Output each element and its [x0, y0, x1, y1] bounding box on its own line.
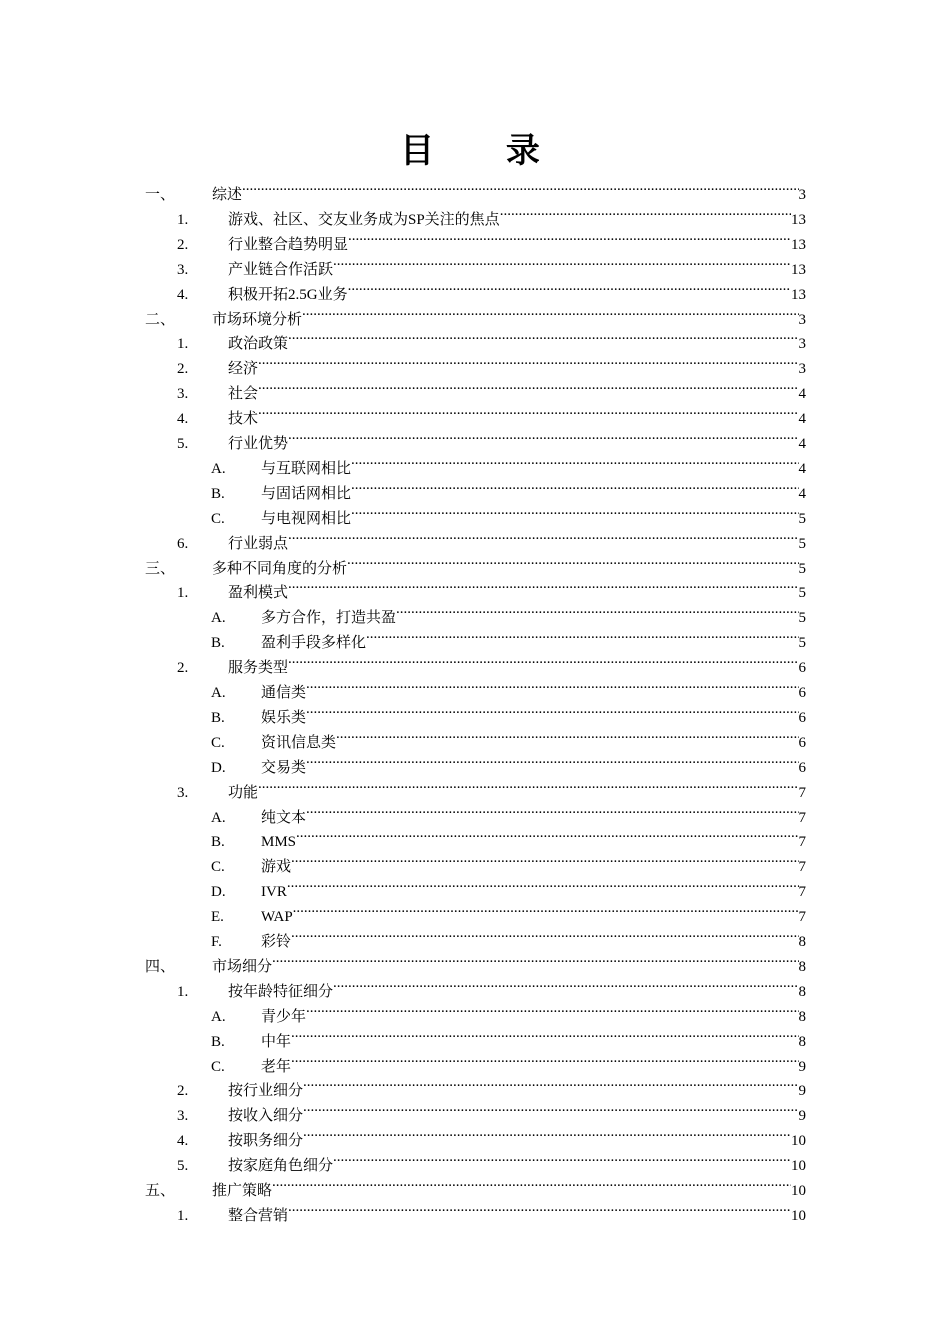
toc-entry-page-number: 10	[791, 1183, 806, 1199]
toc-entry-title: 老年	[261, 1058, 292, 1075]
toc-entry-title: 服务类型	[228, 660, 289, 677]
toc-entry-number: A.	[211, 460, 226, 477]
dot-leader	[258, 772, 798, 797]
toc-entry-page-number: 8	[798, 934, 806, 950]
toc-entry-number: 2.	[177, 361, 189, 378]
toc-entry-page-number: 4	[798, 386, 806, 403]
toc-entry-title: 行业整合趋势明显	[228, 236, 349, 253]
toc-entry-number: C.	[211, 859, 225, 876]
toc-entry-title: 纯文本	[261, 809, 307, 826]
dot-leader	[396, 597, 798, 622]
dot-leader	[272, 1170, 791, 1195]
dot-leader	[306, 747, 798, 772]
toc-entry-level-2[interactable]	[177, 224, 806, 253]
toc-entry-title: 经济	[228, 361, 259, 378]
toc-entry-level-2[interactable]	[177, 971, 806, 1000]
toc-entry-number: 四、	[145, 958, 176, 975]
toc-entry-title: 通信类	[261, 685, 307, 701]
toc-entry-level-3[interactable]	[211, 1046, 806, 1075]
toc-entry-title: 娱乐类	[261, 709, 307, 726]
dot-leader	[333, 971, 798, 996]
toc-entry-title: 技术	[228, 411, 259, 428]
dot-leader	[336, 722, 798, 747]
toc-entry-page-number: 3	[798, 187, 806, 203]
toc-entry-level-3[interactable]	[211, 747, 806, 776]
toc-entry-page-number: 7	[798, 909, 806, 926]
toc-entry-number: 一、	[145, 187, 176, 203]
dot-leader	[306, 797, 798, 822]
dot-leader	[500, 199, 791, 224]
toc-entry-title: 中年	[261, 1033, 292, 1050]
toc-entry-page-number: 6	[798, 734, 806, 751]
page-title: 目 录	[400, 131, 570, 171]
toc-entry-page-number: 13	[791, 261, 806, 278]
toc-entry-number: C.	[211, 734, 225, 751]
toc-entry-number: 1.	[177, 1207, 189, 1224]
toc-entry-title: 资讯信息类	[261, 734, 337, 751]
toc-entry-number: 五、	[145, 1183, 176, 1199]
toc-entry-number: 二、	[145, 311, 176, 328]
toc-entry-title: 市场环境分析	[212, 311, 303, 328]
toc-entry-level-3[interactable]	[211, 921, 806, 950]
toc-entry-title: 青少年	[261, 1008, 307, 1025]
toc-entry-level-3[interactable]	[211, 846, 806, 876]
toc-entry-level-3[interactable]	[211, 996, 806, 1025]
toc-entry-level-2[interactable]	[177, 1070, 806, 1100]
dot-leader	[288, 647, 798, 672]
toc-entry-page-number: 4	[798, 460, 806, 477]
toc-entry-title: 多方合作，打造共盈	[261, 610, 397, 627]
dot-leader	[293, 896, 799, 921]
toc-entry-level-2[interactable]	[177, 1120, 806, 1150]
toc-entry-title: 推广策略	[212, 1183, 273, 1199]
toc-entry-title: 与电视网相比	[261, 510, 352, 527]
toc-entry-page-number: 6	[798, 660, 806, 677]
toc-entry-level-3[interactable]	[211, 697, 806, 726]
toc-entry-level-3[interactable]	[211, 797, 806, 826]
toc-entry-level-2[interactable]	[177, 274, 806, 303]
toc-entry-page-number: 13	[791, 286, 806, 303]
dot-leader	[333, 249, 791, 274]
toc-entry-number: 1.	[177, 211, 189, 228]
toc-entry-title: IVR	[261, 884, 287, 901]
toc-entry-level-1[interactable]	[145, 946, 806, 975]
toc-entry-number: 1.	[177, 336, 189, 353]
toc-entry-level-3[interactable]	[211, 871, 806, 901]
toc-entry-number: E.	[211, 909, 224, 926]
dot-leader	[287, 871, 799, 896]
toc-entry-number: B.	[211, 635, 225, 652]
toc-entry-page-number: 6	[798, 709, 806, 726]
toc-entry-title: 积极开拓2.5G业务	[228, 286, 348, 303]
dot-leader	[291, 1021, 798, 1046]
toc-entry-page-number: 7	[798, 809, 806, 826]
toc-entry-level-1[interactable]	[145, 174, 806, 203]
toc-entry-title: 盈利模式	[228, 585, 289, 602]
toc-entry-number: 1.	[177, 983, 189, 1000]
toc-entry-number: A.	[211, 809, 226, 826]
dot-leader	[333, 1145, 791, 1170]
toc-entry-page-number: 4	[798, 485, 806, 502]
toc-entry-page-number: 7	[798, 834, 806, 851]
toc-entry-title: 彩铃	[261, 934, 292, 950]
dot-leader	[347, 548, 798, 573]
toc-entry-number: 3.	[177, 386, 189, 403]
dot-leader	[348, 224, 791, 249]
toc-entry-number: 5.	[177, 1158, 189, 1175]
toc-entry-level-3[interactable]	[211, 498, 806, 527]
toc-entry-level-2[interactable]	[177, 249, 806, 278]
dot-leader	[291, 921, 798, 946]
toc-entry-level-3[interactable]	[211, 672, 806, 701]
toc-entry-page-number: 9	[798, 1083, 806, 1100]
toc-entry-page-number: 6	[798, 759, 806, 776]
toc-entry-level-2[interactable]	[177, 523, 806, 552]
toc-entry-level-2[interactable]	[177, 1195, 806, 1224]
dot-leader	[288, 572, 798, 597]
toc-entry-page-number: 4	[798, 436, 806, 452]
toc-entry-level-3[interactable]	[211, 722, 806, 751]
toc-entry-title: 市场细分	[212, 958, 273, 975]
toc-entry-number: 1.	[177, 585, 189, 602]
toc-entry-number: F.	[211, 934, 222, 950]
toc-entry-page-number: 5	[798, 585, 806, 602]
toc-entry-title: 游戏、社区、交友业务成为SP关注的焦点	[228, 211, 500, 228]
toc-entry-title: 整合营销	[228, 1207, 289, 1224]
toc-entry-title: WAP	[261, 909, 293, 926]
dot-leader	[351, 448, 798, 473]
toc-entry-page-number: 10	[791, 1133, 806, 1150]
dot-leader	[366, 622, 798, 647]
toc-entry-page-number: 9	[798, 1058, 806, 1075]
toc-entry-title: 游戏	[261, 859, 292, 876]
toc-entry-page-number: 8	[798, 1008, 806, 1025]
toc-entry-level-1[interactable]	[145, 548, 806, 577]
toc-entry-number: B.	[211, 1033, 225, 1050]
dot-leader	[258, 373, 798, 398]
toc-entry-level-1[interactable]	[145, 299, 806, 328]
toc-entry-page-number: 13	[791, 236, 806, 253]
dot-leader	[288, 523, 798, 548]
toc-entry-page-number: 8	[798, 958, 806, 975]
toc-entry-level-2[interactable]	[177, 373, 806, 403]
dot-leader	[288, 1195, 791, 1220]
toc-entry-title: 行业优势	[228, 436, 289, 452]
toc-entry-number: 4.	[177, 411, 189, 428]
dot-leader	[306, 996, 798, 1021]
dot-leader	[288, 323, 798, 348]
toc-entry-level-2[interactable]	[177, 1095, 806, 1125]
dot-leader	[291, 1046, 798, 1071]
toc-entry-page-number: 10	[791, 1207, 806, 1224]
dot-leader	[258, 398, 798, 423]
dot-leader	[348, 274, 791, 299]
dot-leader	[303, 1120, 791, 1145]
toc-entry-level-3[interactable]	[211, 473, 806, 502]
toc-entry-level-3[interactable]	[211, 622, 806, 652]
toc-entry-level-3[interactable]	[211, 896, 806, 926]
toc-entry-level-2[interactable]	[177, 323, 806, 353]
toc-entry-page-number: 8	[798, 983, 806, 1000]
toc-entry-number: 3.	[177, 1108, 189, 1125]
toc-entry-number: 4.	[177, 1133, 189, 1150]
toc-entry-title: 政治政策	[228, 336, 289, 353]
toc-entry-title: 与互联网相比	[261, 460, 352, 477]
toc-entry-page-number: 13	[791, 211, 806, 228]
toc-entry-number: 3.	[177, 784, 189, 801]
toc-entry-title: 按职务细分	[228, 1133, 304, 1150]
toc-entry-title: 社会	[228, 386, 259, 403]
toc-entry-title: 按家庭角色细分	[228, 1158, 334, 1175]
toc-entry-title: 综述	[212, 187, 243, 203]
toc-entry-number: 4.	[177, 286, 189, 303]
toc-entry-number: D.	[211, 884, 226, 901]
toc-entry-page-number: 5	[798, 510, 806, 527]
toc-entry-number: C.	[211, 1058, 225, 1075]
toc-entry-page-number: 3	[798, 336, 806, 353]
toc-entry-page-number: 7	[798, 784, 806, 801]
toc-entry-page-number: 6	[798, 685, 806, 701]
toc-entry-title: 与固话网相比	[261, 485, 352, 502]
toc-entry-page-number: 5	[798, 560, 806, 577]
dot-leader	[242, 174, 798, 199]
toc-entry-title: 按行业细分	[228, 1083, 304, 1100]
dot-leader	[306, 697, 798, 722]
toc-entry-page-number: 4	[798, 411, 806, 428]
toc-entry-level-3[interactable]	[211, 448, 806, 477]
toc-entry-number: 2.	[177, 1083, 189, 1100]
toc-entry-page-number: 7	[798, 859, 806, 876]
toc-entry-level-1[interactable]	[145, 1170, 806, 1199]
toc-entry-number: A.	[211, 1008, 226, 1025]
toc-entry-title: MMS	[261, 834, 297, 851]
dot-leader	[288, 423, 798, 448]
toc-entry-number: A.	[211, 610, 226, 627]
toc-entry-level-2[interactable]	[177, 199, 806, 228]
toc-entry-number: 2.	[177, 660, 189, 677]
toc-entry-number: C.	[211, 510, 225, 527]
toc-entry-page-number: 9	[798, 1108, 806, 1125]
toc-entry-level-2[interactable]	[177, 572, 806, 602]
toc-entry-title: 产业链合作活跃	[228, 261, 334, 278]
toc-entry-page-number: 7	[798, 884, 806, 901]
toc-entry-number: 5.	[177, 436, 189, 452]
toc-entry-title: 按年龄特征细分	[228, 983, 334, 1000]
toc-entry-title: 盈利手段多样化	[261, 635, 367, 652]
toc-entry-page-number: 8	[798, 1033, 806, 1050]
toc-entry-title: 按收入细分	[228, 1108, 304, 1125]
toc-entry-page-number: 10	[791, 1158, 806, 1175]
dot-leader	[303, 1095, 798, 1120]
dot-leader	[272, 946, 798, 971]
dot-leader	[351, 498, 798, 523]
toc-entry-number: 6.	[177, 535, 189, 552]
dot-leader	[296, 821, 798, 846]
toc-entry-number: 三、	[145, 560, 176, 577]
toc-entry-level-2[interactable]	[177, 1145, 806, 1175]
dot-leader	[302, 299, 798, 324]
toc-entry-title: 功能	[228, 784, 259, 801]
toc-entry-level-3[interactable]	[211, 821, 806, 851]
dot-leader	[303, 1070, 798, 1095]
toc-entry-number: A.	[211, 685, 226, 701]
toc-entry-number: 2.	[177, 236, 189, 253]
dot-leader	[351, 473, 798, 498]
dot-leader	[306, 672, 798, 697]
toc-entry-number: B.	[211, 834, 225, 851]
toc-entry-page-number: 5	[798, 610, 806, 627]
toc-entry-number: D.	[211, 759, 226, 776]
toc-entry-number: 3.	[177, 261, 189, 278]
toc-entry-level-2[interactable]	[177, 348, 806, 378]
toc-entry-page-number: 3	[798, 361, 806, 378]
toc-entry-number: B.	[211, 709, 225, 726]
toc-entry-level-2[interactable]	[177, 398, 806, 428]
toc-entry-number: B.	[211, 485, 225, 502]
toc-entry-level-2[interactable]	[177, 423, 806, 452]
toc-entry-title: 多种不同角度的分析	[212, 560, 348, 577]
dot-leader	[291, 846, 798, 871]
toc-entry-title: 交易类	[261, 759, 307, 776]
toc-entry-level-3[interactable]	[211, 1021, 806, 1050]
toc-entry-level-2[interactable]	[177, 647, 806, 677]
toc-entry-page-number: 5	[798, 635, 806, 652]
toc-entry-title: 行业弱点	[228, 535, 289, 552]
dot-leader	[258, 348, 798, 373]
toc-entry-level-3[interactable]	[211, 597, 806, 627]
toc-entry-level-2[interactable]	[177, 772, 806, 801]
toc-entry-page-number: 3	[798, 311, 806, 328]
toc-entry-page-number: 5	[798, 535, 806, 552]
